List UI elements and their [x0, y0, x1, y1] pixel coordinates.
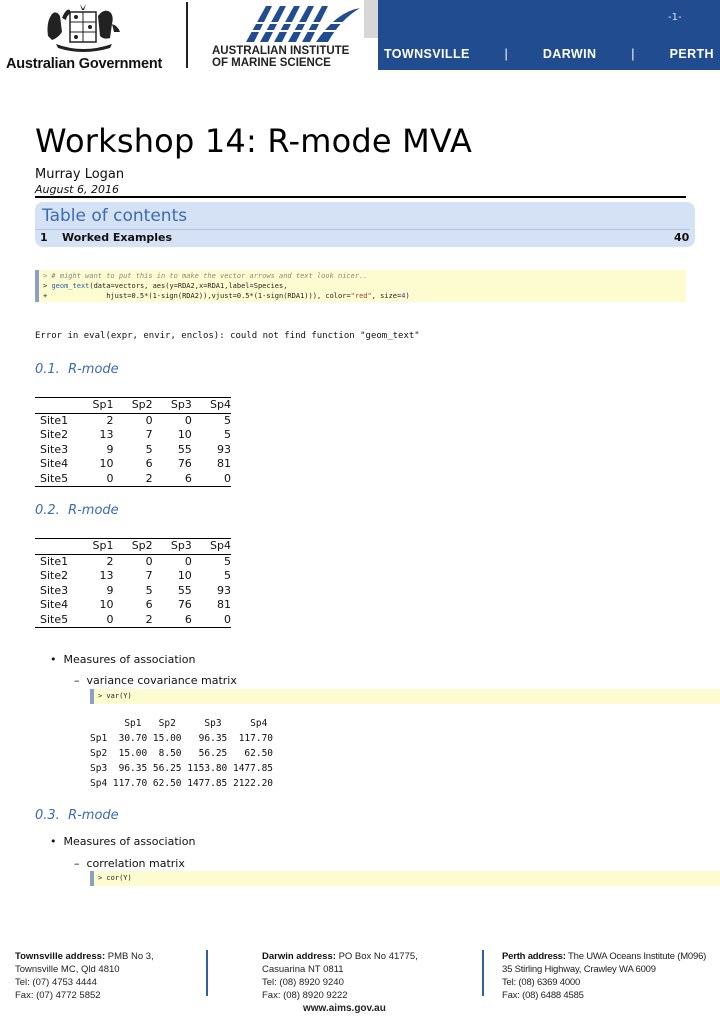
error-output: Error in eval(expr, envir, enclos): could not find function "geom_text" — [35, 331, 420, 341]
footer-line: Townsville MC, Qld 4810 — [15, 964, 120, 975]
table-header-cell: Sp2 — [131, 398, 153, 411]
table-cell: 9 — [106, 583, 114, 597]
table-row — [35, 413, 231, 428]
table-cell: 0 — [106, 471, 114, 485]
table-cell: 0 — [145, 554, 153, 568]
bullet-icon: • — [50, 835, 57, 848]
site-species-table — [35, 538, 231, 628]
table-cell: 76 — [177, 598, 192, 611]
table-header-cell: Sp2 — [131, 539, 153, 552]
section-heading — [35, 808, 119, 823]
table-cell: Site5 — [40, 612, 69, 626]
table-cell: 7 — [145, 569, 153, 582]
document-title: Workshop 14: R-mode MVA — [35, 122, 473, 160]
section-heading — [35, 503, 119, 518]
output-line: Sp3 96.35 56.25 1153.80 1477.85 — [90, 763, 274, 774]
output-line: Sp1 Sp2 Sp3 Sp4 — [90, 718, 268, 729]
variance-matrix-output — [90, 716, 273, 791]
footer-divider — [482, 950, 484, 996]
table-cell: Site5 — [40, 471, 69, 485]
table-cell: 13 — [99, 569, 114, 582]
city-separator: | — [631, 47, 635, 61]
table-row — [35, 428, 231, 443]
table-row — [35, 598, 231, 613]
footer-line: Casuarina NT 0811 — [262, 964, 344, 975]
bullet-item — [50, 835, 195, 848]
table-cell: Site2 — [40, 569, 69, 582]
table-cell: 9 — [106, 442, 114, 456]
table-cell: 6 — [145, 457, 153, 470]
section-number: 0.3. — [35, 808, 60, 823]
header-divider — [186, 2, 188, 68]
output-line: Sp1 30.70 15.00 96.35 117.70 — [90, 733, 274, 744]
toc-entry-link[interactable]: Worked Examples — [62, 231, 173, 244]
footer-url-link[interactable]: www.aims.gov.au — [303, 1003, 386, 1014]
footer-line: Fax: (07) 4772 5852 — [15, 990, 101, 1001]
table-cell: Site2 — [40, 428, 69, 441]
table-cell: 10 — [99, 598, 114, 611]
code-line — [43, 271, 686, 281]
code-args: , size= — [371, 292, 402, 300]
table-header-row — [35, 539, 231, 555]
table-cell: 5 — [224, 428, 231, 441]
title-rule — [35, 196, 686, 198]
footer-darwin — [262, 950, 418, 1002]
code-number: 4 — [401, 292, 406, 300]
footer-label: Perth address: — [502, 951, 566, 962]
table-header-row — [35, 398, 231, 414]
table-row — [35, 457, 231, 472]
table-cell: Site1 — [40, 554, 69, 568]
section-number: 0.1. — [35, 362, 60, 377]
table-cell: 10 — [177, 569, 192, 582]
dash-icon: – — [74, 674, 80, 687]
table-cell: Site1 — [40, 413, 69, 427]
section-title: R-mode — [68, 808, 119, 823]
footer-line: Fax: (08) 6488 4585 — [502, 990, 584, 1001]
aims-logo-icon — [236, 2, 366, 44]
site-species-table — [35, 397, 231, 487]
dash-icon: – — [74, 857, 80, 870]
table-cell: 81 — [217, 457, 231, 470]
footer-line: Tel: (07) 4753 4444 — [15, 977, 97, 988]
footer-value: PO Box No 41775, — [338, 951, 418, 962]
table-cell: 0 — [224, 612, 231, 626]
code-block: > cor(Y) — [90, 871, 720, 886]
table-cell: 55 — [177, 583, 192, 597]
table-header-cell: Sp3 — [170, 539, 192, 552]
sub-bullet-item — [74, 674, 237, 687]
table-cell: 2 — [145, 471, 153, 485]
table-cell: 5 — [145, 442, 153, 456]
sub-bullet-item — [74, 857, 185, 870]
page-number: -1- — [668, 12, 682, 23]
footer-label: Townsville address: — [15, 951, 106, 962]
section-number: 0.2. — [35, 503, 60, 518]
toc-divider — [35, 229, 690, 230]
table-cell: 2 — [106, 554, 114, 568]
table-cell: 93 — [217, 442, 231, 456]
sub-bullet-text: variance covariance matrix — [86, 674, 237, 687]
footer-line: Fax: (08) 8920 9222 — [262, 990, 348, 1001]
bullet-item — [50, 653, 195, 666]
table-cell: Site3 — [40, 583, 69, 597]
toc-entry-number: 1 — [40, 231, 48, 244]
sub-bullet-text: correlation matrix — [86, 857, 185, 870]
table-cell: 0 — [224, 471, 231, 485]
table-row — [35, 443, 231, 458]
code-prompt: + — [43, 292, 48, 300]
bullet-text: Measures of association — [63, 653, 196, 666]
table-row — [35, 472, 231, 487]
output-line: Sp2 15.00 8.50 56.25 62.50 — [90, 748, 274, 759]
aims-name — [212, 45, 349, 69]
code-args: ) — [405, 292, 410, 300]
city-list — [384, 47, 714, 61]
footer-value: PMB No 3, — [107, 951, 154, 962]
section-heading — [35, 362, 119, 377]
footer-label: Darwin address: — [262, 951, 336, 962]
footer-divider — [206, 950, 208, 996]
table-row — [35, 584, 231, 599]
table-cell: 7 — [145, 428, 153, 441]
table-header-cell: Sp4 — [210, 398, 231, 411]
table-cell: 6 — [145, 598, 153, 611]
code-args: (data=vectors, aes(y=RDA2,x=RDA1,label=Species, — [89, 282, 288, 290]
table-cell: 93 — [217, 583, 231, 597]
table-cell: 55 — [177, 442, 192, 456]
table-cell: 0 — [184, 413, 192, 427]
table-row — [35, 569, 231, 584]
city-darwin: DARWIN — [542, 47, 597, 61]
table-header-cell — [35, 539, 74, 555]
footer-townsville — [15, 950, 154, 1002]
table-header-cell: Sp1 — [92, 539, 114, 552]
code-line — [43, 291, 686, 301]
code-string: "red" — [350, 292, 372, 300]
bullet-icon: • — [50, 653, 57, 666]
table-cell: Site4 — [40, 457, 69, 470]
city-separator: | — [504, 47, 509, 61]
code-block: > var(Y) — [90, 689, 720, 704]
coat-of-arms-icon — [40, 2, 126, 54]
footer-line: Tel: (08) 8920 9240 — [262, 977, 344, 988]
section-title: R-mode — [68, 362, 119, 377]
author: Murray Logan — [35, 167, 125, 182]
footer-perth — [502, 950, 706, 1002]
table-cell: 6 — [184, 471, 192, 485]
code-line — [43, 281, 686, 291]
table-cell: 2 — [106, 413, 114, 427]
table-cell: 5 — [224, 569, 231, 582]
table-cell: 5 — [224, 413, 231, 427]
toc-heading: Table of contents — [42, 206, 188, 226]
city-townsville: TOWNSVILLE — [384, 47, 470, 61]
aims-name-line2: OF MARINE SCIENCE — [212, 57, 331, 69]
table-cell: 10 — [177, 428, 192, 441]
code-args: hjust=0.5*(1-sign(RDA2)),vjust=0.5*(1-sign(RDA1))), color= — [47, 292, 351, 300]
table-cell: 2 — [145, 612, 153, 626]
table-cell: Site4 — [40, 598, 69, 611]
table-header-cell: Sp3 — [170, 398, 192, 411]
table-cell: 10 — [99, 457, 114, 470]
date: August 6, 2016 — [35, 183, 119, 196]
footer-line: 35 Stirling Highway, Crawley WA 6009 — [502, 964, 656, 975]
table-cell: 13 — [99, 428, 114, 441]
code-prompt: > — [43, 282, 52, 290]
toc-entry-page[interactable]: 40 — [674, 231, 690, 244]
table-row — [35, 554, 231, 569]
table-cell: 5 — [145, 583, 153, 597]
footer-line: Tel: (08) 6369 4000 — [502, 977, 581, 988]
city-perth: PERTH — [669, 47, 714, 61]
table-header-cell — [35, 398, 74, 414]
table-cell: 5 — [224, 554, 231, 568]
table-cell: 0 — [145, 413, 153, 427]
output-line: Sp4 117.70 62.50 1477.85 2122.20 — [90, 778, 274, 789]
government-name: Australian Government — [6, 56, 163, 72]
table-cell: 0 — [106, 612, 114, 626]
aims-name-line1: AUSTRALIAN INSTITUTE — [212, 45, 350, 57]
table-cell: 6 — [184, 612, 192, 626]
table-header-cell: Sp1 — [92, 398, 114, 411]
table-cell: 76 — [177, 457, 192, 470]
code-block — [35, 270, 686, 302]
table-cell: Site3 — [40, 442, 69, 456]
code-comment: > # might want to put this in to make the vector arrows and text look nicer.. — [43, 272, 368, 280]
table-header-cell: Sp4 — [210, 539, 231, 552]
code-function: geom_text — [51, 282, 90, 290]
section-title: R-mode — [68, 503, 119, 518]
table-cell: 0 — [184, 554, 192, 568]
bullet-text: Measures of association — [63, 835, 196, 848]
footer-value: The UWA Oceans Institute (M096) — [568, 951, 707, 962]
table-cell: 81 — [217, 598, 231, 611]
table-row — [35, 613, 231, 628]
